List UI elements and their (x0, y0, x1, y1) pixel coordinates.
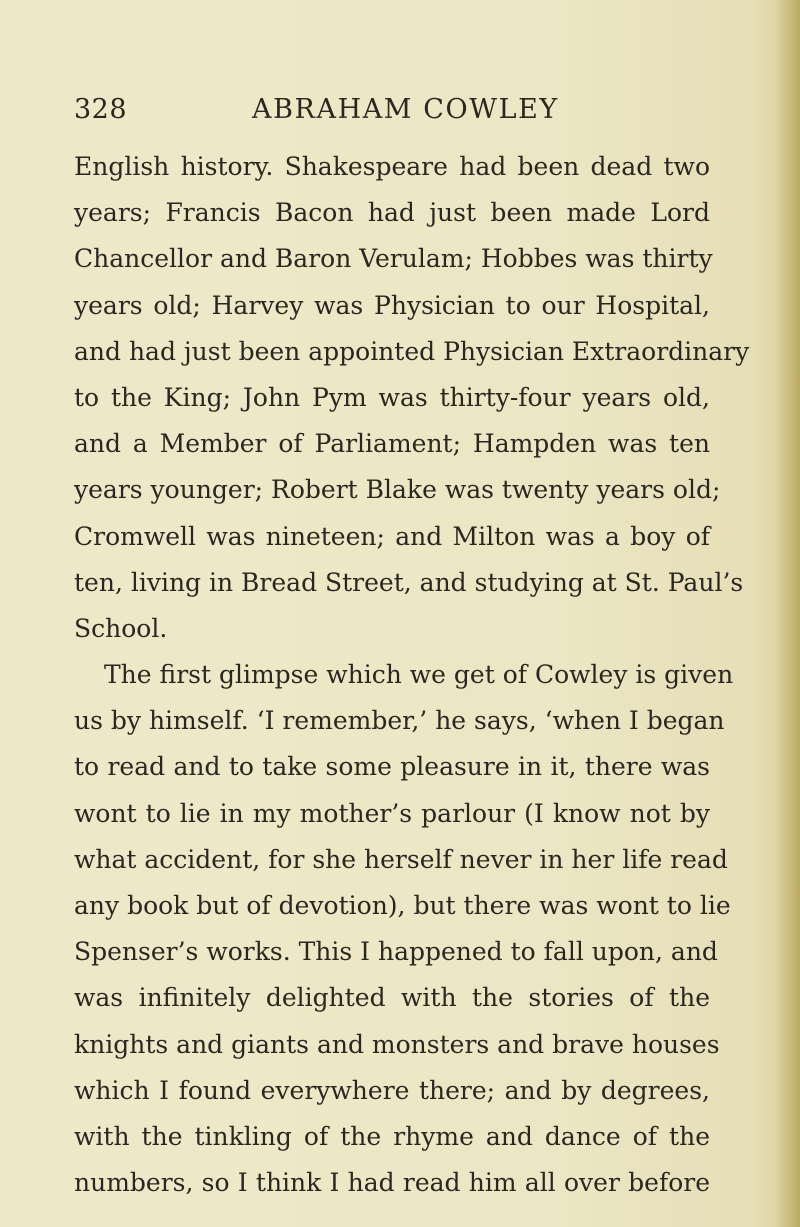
page-number: 328 (74, 94, 128, 125)
text-line: Spenser’s works. This I happened to fall upon, and (74, 937, 718, 967)
running-head: ABRAHAM COWLEY (252, 94, 559, 125)
text-line: School. (74, 613, 168, 643)
text-line: which I found everywhere there; and by degrees, (74, 1075, 710, 1105)
text-line: years younger; Robert Blake was twenty years old; (74, 475, 721, 505)
text-line: Chancellor and Baron Verulam; Hobbes was thirty (74, 244, 713, 274)
text-line: years old; Harvey was Physician to our Hospital, (74, 290, 710, 320)
text-line: English history. Shakespeare had been dead two (74, 152, 710, 181)
text-line: was infinitely delighted with the stories of the (74, 983, 710, 1013)
text-line: Cromwell was nineteen; and Milton was a boy of (74, 521, 710, 551)
text-line: to read and to take some pleasure in it, there was (74, 752, 710, 782)
text-line: numbers, so I think I had read him all over before (74, 1168, 710, 1198)
page-header (74, 94, 714, 134)
text-line: us by himself. ‘I remember,’ he says, ‘when I began (74, 706, 725, 736)
text-line: and a Member of Parliament; Hampden was ten (74, 429, 710, 459)
page-edge-shadow (774, 0, 800, 1227)
text-line: years; Francis Bacon had just been made Lord (74, 198, 710, 228)
text-line: what accident, for she herself never in her life read (74, 844, 728, 874)
text-line-paragraph-start: The first glimpse which we get of Cowley is given (104, 660, 734, 690)
text-line: with the tinkling of the rhyme and dance of the (74, 1121, 710, 1151)
text-line: knights and giants and monsters and brave houses (74, 1029, 720, 1059)
body-text (74, 144, 750, 1206)
text-line: ten, living in Bread Street, and studying at St. Paul’s (74, 567, 744, 597)
text-line: any book but of devotion), but there was wont to lie (74, 891, 731, 920)
text-line: to the King; John Pym was thirty-four years old, (74, 382, 710, 412)
text-line: and had just been appointed Physician Extraordinary (74, 336, 750, 366)
text-line: wont to lie in my mother’s parlour (I know not by (74, 798, 710, 828)
